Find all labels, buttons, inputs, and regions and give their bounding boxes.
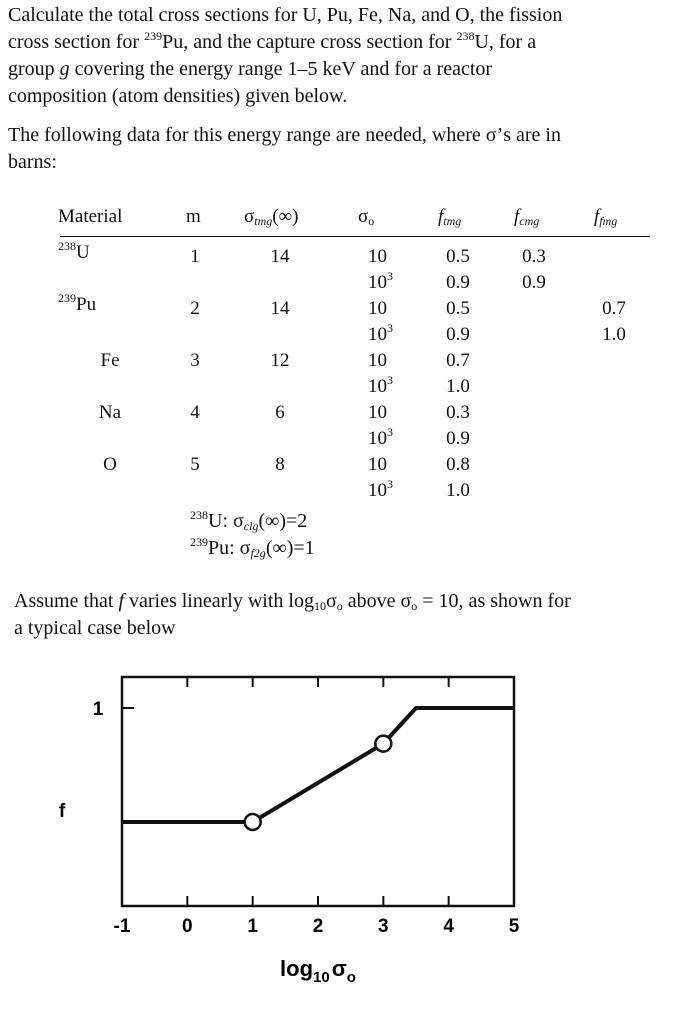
x-tick-label: 3 bbox=[378, 916, 389, 937]
x-tick-label: 5 bbox=[508, 916, 520, 937]
data-intro bbox=[8, 122, 664, 176]
p2-line-2: barns: bbox=[8, 151, 57, 173]
f-vs-log-sigma-chart bbox=[0, 660, 688, 1000]
cell-f-t: 0.9 bbox=[446, 324, 470, 345]
cell-material: Fe bbox=[100, 350, 120, 371]
cell-f-t: 1.0 bbox=[446, 376, 470, 397]
x-tick-label: -1 bbox=[113, 916, 131, 937]
cell-sigma-0: $10^3$ bbox=[368, 425, 393, 449]
cell-f-t: 0.5 bbox=[446, 298, 470, 319]
note-u238: $^{238}$U: $\sigma_{clg}(\infty)=2$ bbox=[190, 508, 308, 533]
cell-m: 4 bbox=[190, 402, 200, 423]
p1-line-4: composition (atom densities) given below. bbox=[8, 85, 348, 107]
cell-material: $^{238}$U bbox=[58, 239, 90, 263]
x-tick-label: 0 bbox=[182, 916, 193, 937]
plot-frame bbox=[122, 677, 514, 906]
cell-m: 5 bbox=[190, 454, 200, 475]
p2-line-1: The following data for this energy range are needed, where σ’s are in bbox=[8, 124, 561, 146]
header-f-t: $f_{tmg}$ bbox=[438, 206, 462, 228]
cell-m: 3 bbox=[190, 350, 200, 371]
cell-f-c: 0.3 bbox=[522, 246, 546, 267]
cell-f-t: 1.0 bbox=[446, 480, 470, 501]
cell-material: $^{239}$Pu bbox=[58, 291, 97, 315]
cell-sigma-0: 10 bbox=[368, 298, 387, 319]
cell-f-f: 0.7 bbox=[602, 298, 626, 319]
cell-m: 1 bbox=[190, 246, 200, 267]
f-series-line bbox=[122, 708, 514, 822]
p1-line-1: Calculate the total cross sections for U, Pu, Fe, Na, and O, the fission bbox=[8, 4, 563, 26]
header-sigma-0: $\sigma_o$ bbox=[358, 206, 375, 228]
data-point-marker bbox=[375, 736, 391, 752]
cell-f-t: 0.7 bbox=[446, 350, 470, 371]
data-point-marker bbox=[245, 814, 261, 830]
cell-sigma-0: $10^3$ bbox=[368, 477, 393, 501]
cell-material: Na bbox=[98, 402, 122, 423]
p1-line-3: group g covering the energy range 1–5 keV and for a reactor bbox=[8, 58, 493, 80]
p3-line-2: a typical case below bbox=[14, 617, 176, 639]
header-f-c: $f_{cmg}$ bbox=[514, 206, 540, 228]
header-material: Material bbox=[58, 206, 123, 227]
x-axis-label: $\log_{10}\sigma_o$ bbox=[280, 956, 356, 986]
header-m: m bbox=[186, 206, 201, 227]
y-tick-label: 1 bbox=[92, 699, 104, 720]
y-axis-label: f bbox=[58, 801, 66, 822]
cell-f-t: 0.9 bbox=[446, 428, 470, 449]
cell-sigma-t: 14 bbox=[270, 246, 290, 267]
note-pu239: $^{239}$Pu: $\sigma_{f2g}(\infty)=1$ bbox=[190, 535, 315, 560]
cell-f-t: 0.3 bbox=[446, 402, 470, 423]
x-tick-label: 4 bbox=[443, 916, 454, 937]
assumption-text bbox=[14, 588, 678, 642]
cell-sigma-0: $10^3$ bbox=[368, 269, 393, 293]
header-f-f: $f_{fmg}$ bbox=[594, 206, 618, 228]
p1-line-2: cross section for $^{239}$Pu, and the capture cross section for $^{238}$U, for a bbox=[8, 29, 537, 53]
cell-sigma-t: 6 bbox=[275, 402, 285, 423]
cell-sigma-0: $10^3$ bbox=[368, 373, 393, 397]
cell-material: O bbox=[103, 454, 117, 475]
cell-sigma-t: 14 bbox=[270, 298, 290, 319]
cell-sigma-t: 12 bbox=[270, 350, 290, 371]
x-tick-label: 2 bbox=[312, 916, 324, 937]
cell-f-f: 1.0 bbox=[602, 324, 626, 345]
problem-statement bbox=[8, 2, 664, 110]
cell-sigma-0: 10 bbox=[368, 454, 387, 475]
header-sigma-t: $\sigma_{tmg}(\infty)$ bbox=[244, 206, 299, 228]
cell-f-t: 0.8 bbox=[446, 454, 470, 475]
cell-sigma-0: 10 bbox=[368, 246, 387, 267]
p3-line-1: Assume that f varies linearly with $\log_{10}\sigma_o$ above $\sigma_o = 10$, as shown for bbox=[14, 590, 571, 613]
cell-f-t: 0.9 bbox=[446, 272, 470, 293]
header-rule bbox=[60, 236, 650, 237]
cell-f-c: 0.9 bbox=[522, 272, 546, 293]
cell-sigma-0: 10 bbox=[368, 402, 387, 423]
cell-m: 2 bbox=[190, 298, 200, 319]
cell-sigma-0: 10 bbox=[368, 350, 387, 371]
x-tick-label: 1 bbox=[247, 916, 258, 937]
cell-sigma-t: 8 bbox=[275, 454, 285, 475]
cell-sigma-0: $10^3$ bbox=[368, 321, 393, 345]
cell-f-t: 0.5 bbox=[446, 246, 470, 267]
